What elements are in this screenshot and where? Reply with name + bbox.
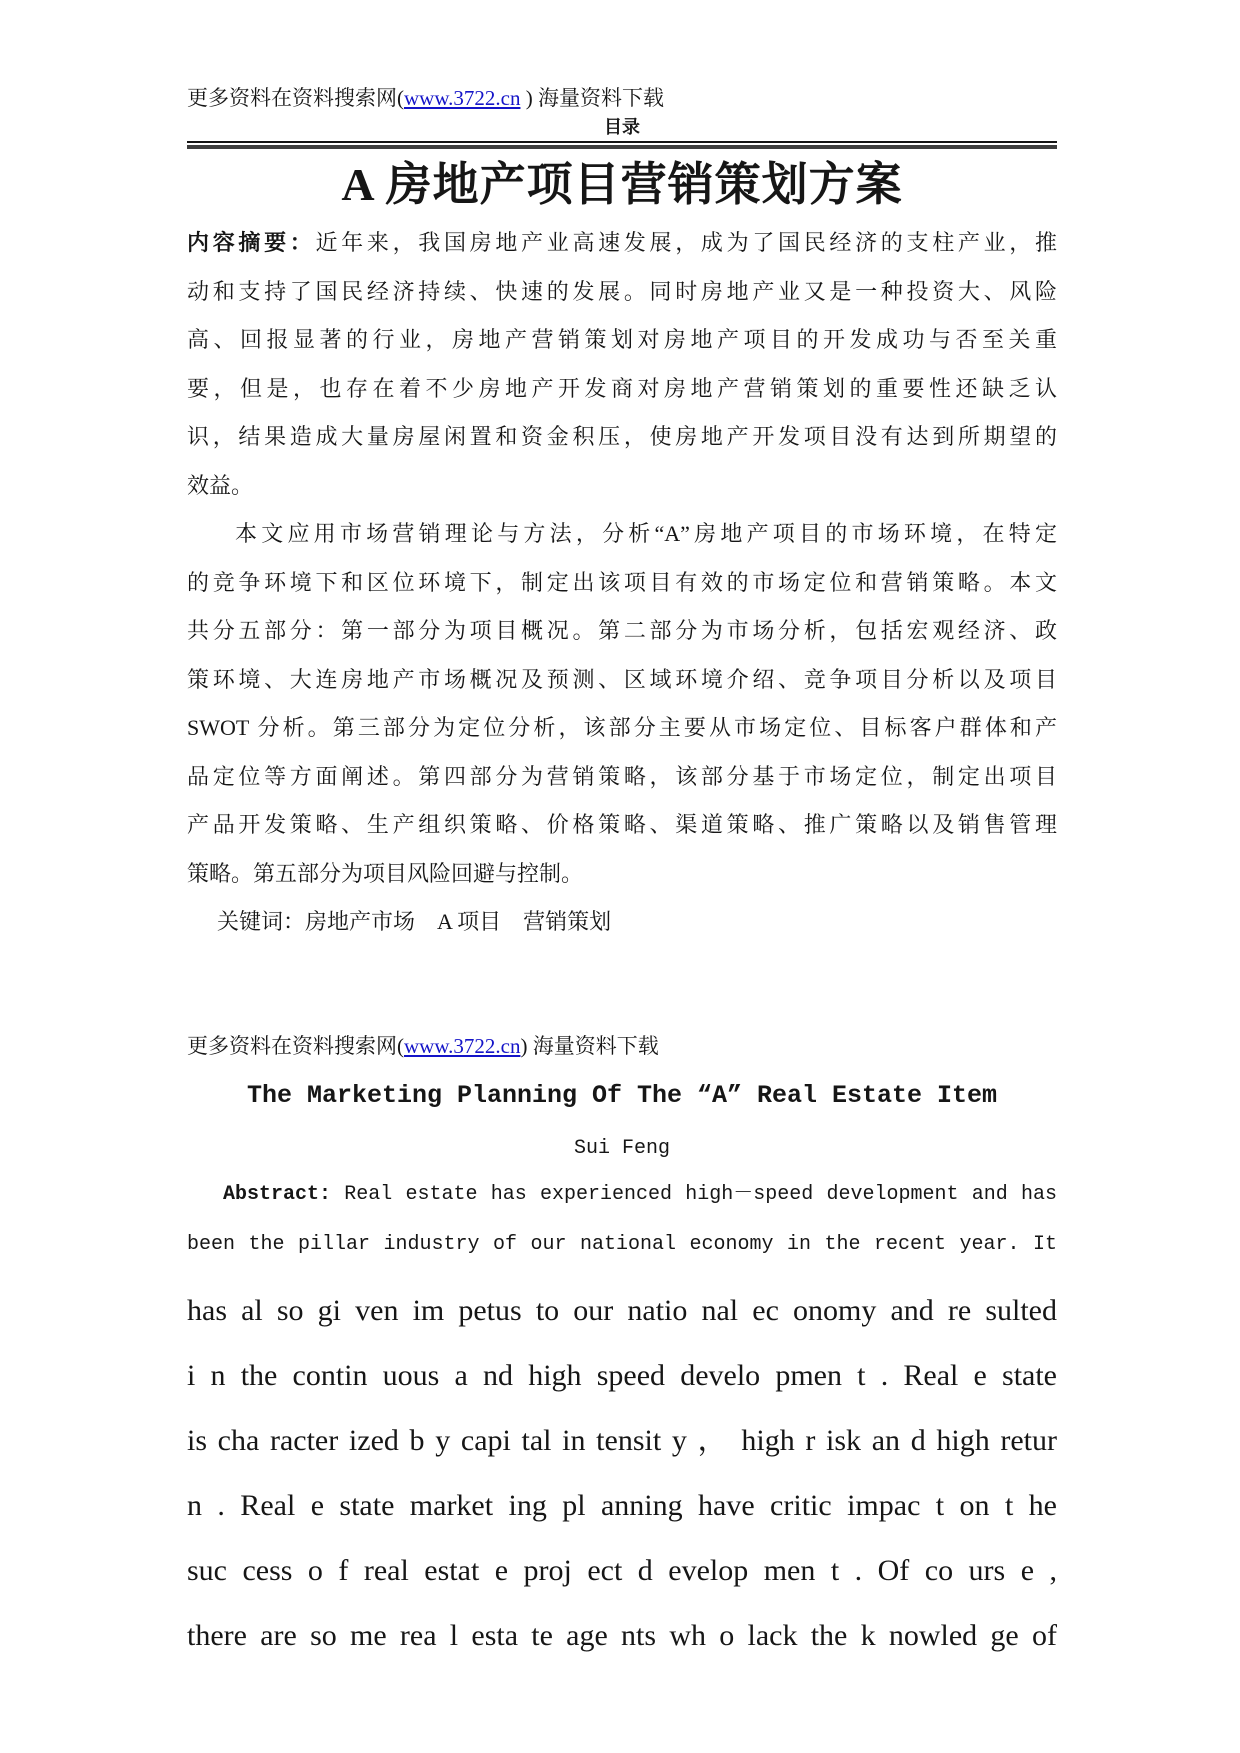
english-text-line: n . Real e state market ing pl anning have critic impac t on t he — [187, 1488, 1057, 1522]
chinese-text-line: 品定位等方面阐述。第四部分为营销策略，该部分基于市场定位，制定出项目 — [187, 763, 1057, 789]
source-note-suffix: ) 海量资料下载 — [520, 86, 664, 110]
source-link-top[interactable]: www.3722.cn — [404, 86, 521, 110]
author-name: Sui Feng — [573, 1136, 670, 1160]
english-text-line: there are so me rea l esta te age nts wh o lack the k nowled ge of — [187, 1618, 1057, 1652]
line-bold-label: 内容摘要： — [187, 230, 316, 255]
english-text-line: i n the contin uous a nd high speed develo pmen t . Real e state — [187, 1358, 1057, 1392]
chinese-text-line: 要，但是，也存在着不少房地产开发商对房地产营销策划的重要性还缺乏认 — [187, 375, 1057, 401]
chinese-text-line: 内容摘要：近年来，我国房地产业高速发展，成为了国民经济的支柱产业，推 — [187, 230, 1057, 255]
divider-thin — [187, 141, 1057, 143]
chinese-text-line: 识，结果造成大量房屋闲置和资金积压，使房地产开发项目没有达到所期望的 — [187, 424, 1057, 449]
chinese-abstract-paragraph — [187, 219, 1057, 898]
keywords-line: 关键词：房地产市场 A 项目 营销策划 — [217, 909, 612, 934]
english-text-line: suc cess o f real estat e proj ect d evelop men t . Of co urs e , — [187, 1553, 1057, 1587]
english-abstract-paragraph — [187, 1170, 1057, 1668]
source-link-bottom[interactable]: www.3722.cn — [404, 1033, 521, 1058]
source-note-prefix: 更多资料在资料搜索网( — [187, 1033, 404, 1058]
source-note-bottom — [187, 947, 1057, 1059]
chinese-text-line: 高、回报显著的行业，房地产营销策划对房地产项目的开发成功与否至关重 — [187, 327, 1057, 352]
chinese-text-line: 本文应用市场营销理论与方法，分析“A”房地产项目的市场环境，在特定 — [235, 521, 1057, 546]
chinese-text-line: 产品开发策略、生产组织策略、价格策略、渠道策略、推广策略以及销售管理 — [187, 812, 1057, 837]
source-note-suffix: ) 海量资料下载 — [520, 1033, 659, 1058]
english-text-line: Abstract: Real estate has experienced high－speed development and has — [223, 1182, 1057, 1206]
english-text-line: is cha racter ized b y capi tal in tensit y ， high r isk an d high retur — [187, 1423, 1057, 1457]
english-text-line: been the pillar industry of our national economy in the recent year. It — [187, 1232, 1057, 1256]
chinese-text-line: 动和支持了国民经济持续、快速的发展。同时房地产业又是一种投资大、风险 — [187, 278, 1057, 304]
source-note-top — [187, 0, 1057, 110]
source-note-prefix: 更多资料在资料搜索网( — [187, 86, 404, 110]
chinese-text-line: 效益。 — [187, 472, 254, 498]
document-page — [187, 0, 1057, 1668]
line-bold-label: Abstract: — [223, 1182, 332, 1206]
chinese-text-line: 的竞争环境下和区位环境下，制定出该项目有效的市场定位和营销策略。本文 — [187, 569, 1057, 595]
divider-thick — [187, 145, 1057, 149]
chinese-text-line: 策略。第五部分为项目风险回避与控制。 — [187, 860, 584, 886]
document-title: A 房地产项目营销策划方案 — [341, 159, 903, 210]
english-text-line: has al so gi ven im petus to our natio nal ec onomy and re sulted — [187, 1293, 1057, 1327]
chinese-text-line: 策环境、大连房地产市场概况及预测、区域环境介绍、竞争项目分析以及项目 — [187, 666, 1057, 692]
english-title: The Marketing Planning Of The “A” Real Estate Item — [246, 1080, 998, 1110]
chinese-text-line: 共分五部分：第一部分为项目概况。第二部分为市场分析，包括宏观经济、政 — [187, 618, 1057, 643]
chinese-text-line: SWOT 分析。第三部分为定位分析，该部分主要从市场定位、目标客户群体和产 — [187, 715, 1057, 740]
toc-heading: 目录 — [604, 117, 640, 137]
